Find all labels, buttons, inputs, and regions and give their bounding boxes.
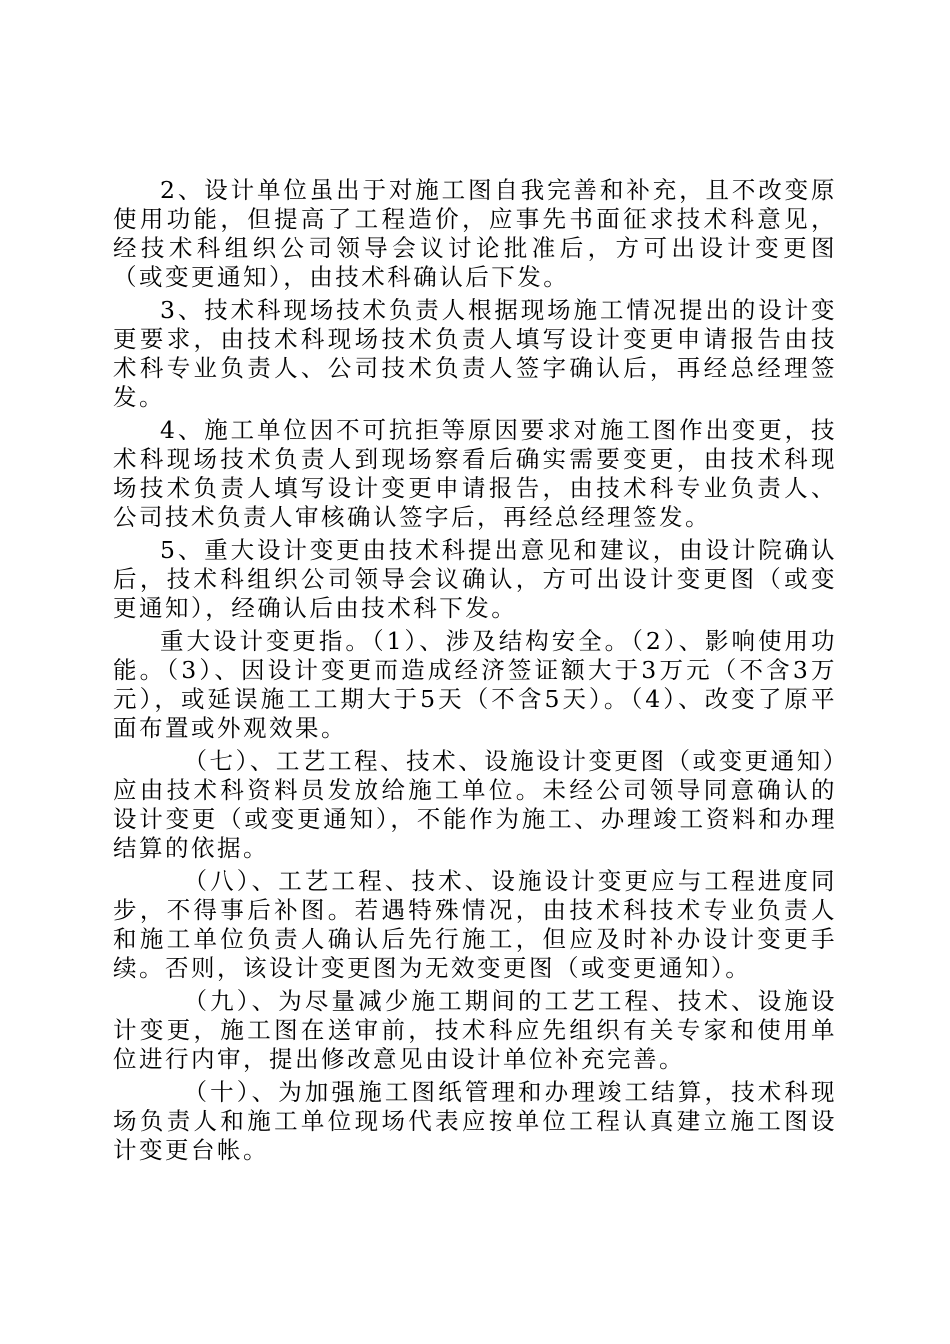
paragraph-item-4: 4、施工单位因不可抗拒等原因要求对施工图作出变更，技术科现场技术负责人到现场察看后确实需要变更，由技术科现场技术负责人填写设计变更申请报告，由技术科专业负责人、公司技术负责人审核确认签字后，再经总经理签发。 [113,416,837,531]
paragraph-item-2: 2、设计单位虽出于对施工图自我完善和补充，且不改变原使用功能，但提高了工程造价，应事先书面征求技术科意见，经技术科组织公司领导会议讨论批准后，方可出设计变更图（或变更通知），由技术科确认后下发。 [113,176,837,291]
paragraph-section-7: （七）、工艺工程、技术、设施设计变更图（或变更通知）应由技术科资料员发放给施工单位。未经公司领导同意确认的设计变更（或变更通知），不能作为施工、办理竣工资料和办理结算的依据。 [113,747,837,862]
paragraph-section-9: （九）、为尽量减少施工期间的工艺工程、技术、设施设计变更，施工图在送审前，技术科应先组织有关专家和使用单位进行内审，提出修改意见由设计单位补充完善。 [113,987,837,1073]
paragraph-item-5: 5、重大设计变更由技术科提出意见和建议，由设计院确认后，技术科组织公司领导会议确认，方可出设计变更图（或变更通知），经确认后由技术科下发。 [113,536,837,622]
paragraph-section-10: （十）、为加强施工图纸管理和办理竣工结算，技术科现场负责人和施工单位现场代表应按单位工程认真建立施工图设计变更台帐。 [113,1078,837,1164]
paragraph-item-3: 3、技术科现场技术负责人根据现场施工情况提出的设计变更要求，由技术科现场技术负责人填写设计变更申请报告由技术科专业负责人、公司技术负责人签字确认后，再经总经理签发。 [113,296,837,411]
paragraph-section-8: （八）、工艺工程、技术、设施设计变更应与工程进度同步，不得事后补图。若遇特殊情况，由技术科技术专业负责人和施工单位负责人确认后先行施工，但应及时补办设计变更手续。否则，该设计变更图为无效变更图（或变更通知）。 [113,867,837,982]
paragraph-major-change-definition: 重大设计变更指。（1）、涉及结构安全。（2）、影响使用功能。（3）、因设计变更而造成经济签证额大于3万元（不含3万元），或延误施工工期大于5天（不含5天）。（4）、改变了原平面布置或外观效果。 [113,627,837,742]
document-body [113,176,837,1169]
